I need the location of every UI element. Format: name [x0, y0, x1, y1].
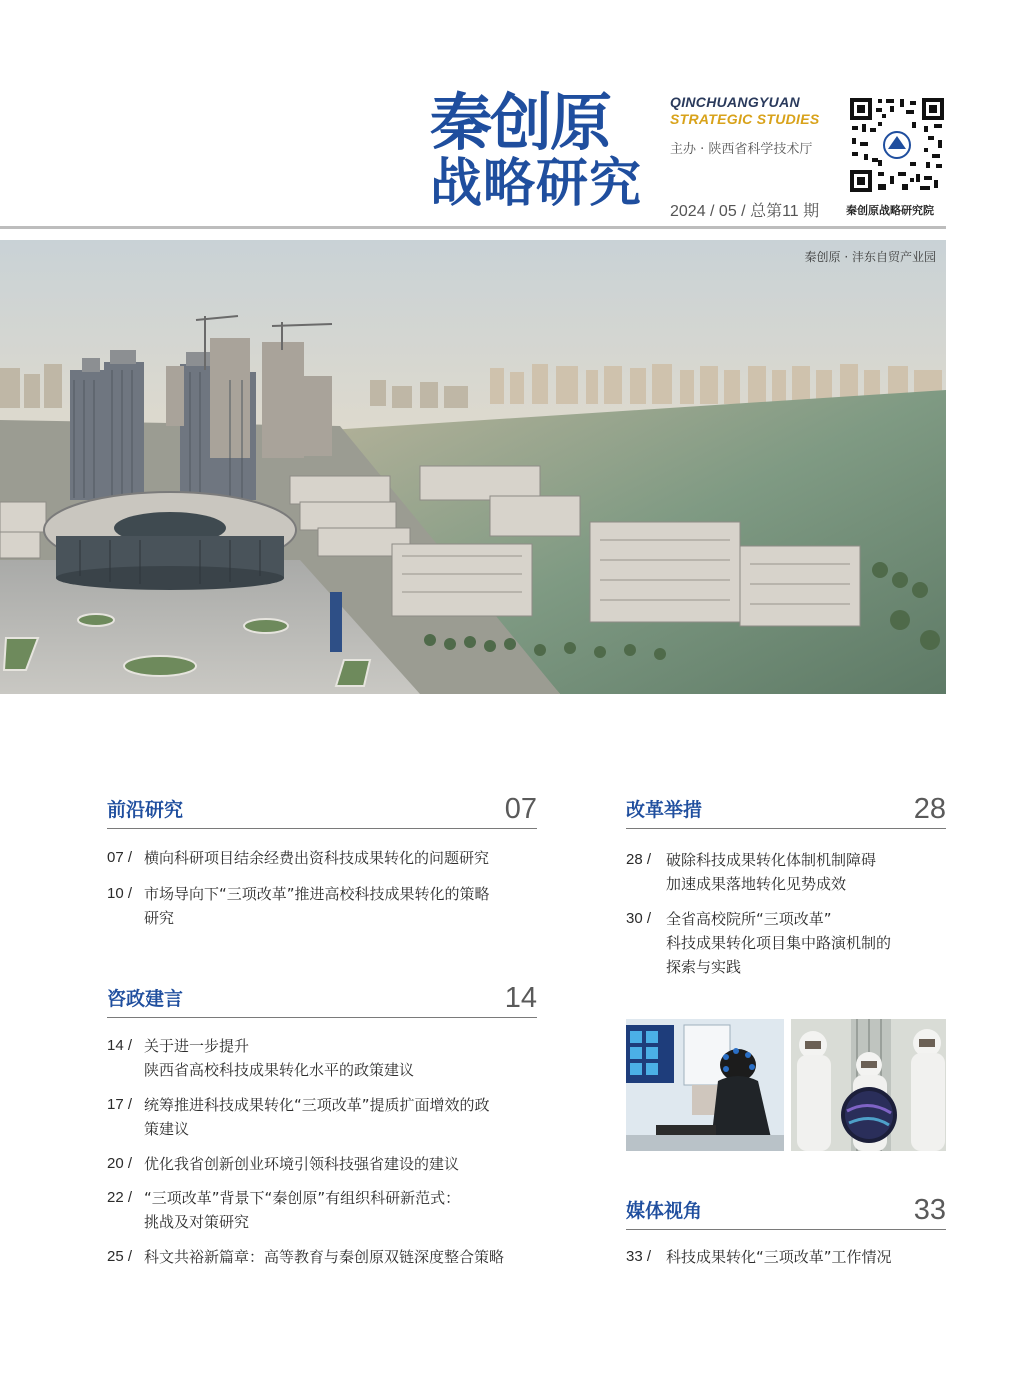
lab-photo-bci	[626, 1019, 784, 1151]
toc-entry[interactable]	[626, 907, 946, 979]
issue-number: 2024 / 05 / 总第11 期	[670, 203, 820, 220]
toc-entry[interactable]	[107, 1186, 537, 1234]
lab-photo-cleanroom	[791, 1019, 946, 1151]
toc-entry[interactable]	[626, 1245, 946, 1269]
entry-title: 关于进一步提升	[144, 1037, 250, 1055]
toc-entry[interactable]	[626, 848, 946, 896]
entry-title: 优化我省创新创业环境引领科技强省建设的建议	[144, 1155, 460, 1173]
toc-entry[interactable]	[107, 1152, 537, 1176]
section-header-media	[626, 1194, 946, 1230]
toc-entry[interactable]	[107, 1093, 537, 1141]
section-page-number: 07	[504, 793, 537, 825]
entry-page: 10 /	[107, 885, 133, 902]
qr-caption: 秦创原战略研究院	[846, 204, 934, 217]
aerial-campus-illustration	[0, 240, 946, 694]
entry-page: 22 /	[107, 1189, 133, 1206]
entry-title-continued: 挑战及对策研究	[144, 1213, 250, 1231]
magazine-title	[430, 86, 643, 214]
entry-page: 07 /	[107, 849, 133, 866]
entry-title: 破除科技成果转化体制机制障碍	[666, 851, 877, 869]
entry-page: 14 /	[107, 1037, 133, 1054]
entry-page: 33 /	[626, 1248, 652, 1265]
entry-title: 统筹推进科技成果转化“三项改革”提质扩面增效的政	[144, 1096, 490, 1114]
entry-title-continued: 加速成果落地转化见势成效	[666, 875, 847, 893]
toc-entry[interactable]	[107, 1245, 537, 1269]
english-title-line-2: STRATEGIC STUDIES	[670, 111, 820, 127]
section-header-frontier	[107, 793, 537, 829]
title-line-1: 秦创原	[430, 86, 611, 159]
entry-title: 市场导向下“三项改革”推进高校科技成果转化的策略	[144, 885, 490, 903]
section-title: 咨政建言	[107, 988, 184, 1010]
section-page-number: 14	[504, 982, 537, 1014]
entry-title: 科技成果转化“三项改革”工作情况	[666, 1248, 892, 1266]
qr-code-icon[interactable]	[848, 96, 946, 194]
entry-title: 横向科研项目结余经费出资科技成果转化的问题研究	[144, 849, 490, 867]
cover-photo	[0, 240, 946, 694]
title-line-2: 战略研究	[430, 154, 643, 214]
toc-entry[interactable]	[107, 1034, 537, 1082]
section-title: 改革举措	[626, 799, 703, 821]
toc-entry[interactable]	[107, 846, 537, 870]
entry-title: 全省高校院所“三项改革”	[666, 910, 832, 928]
entry-title-continued: 科技成果转化项目集中路演机制的	[666, 934, 892, 952]
entry-title: “三项改革”背景下“秦创原”有组织科研新范式：	[144, 1189, 461, 1207]
entry-title-continued: 探索与实践	[666, 958, 742, 976]
section-header-reform	[626, 793, 946, 829]
entry-title-continued: 陕西省高校科技成果转化水平的政策建议	[144, 1061, 415, 1079]
entry-page: 25 /	[107, 1248, 133, 1265]
section-page-number: 28	[913, 793, 946, 825]
sponsor-text: 主办 · 陕西省科学技术厅	[670, 142, 813, 157]
entry-title-continued: 研究	[144, 909, 175, 927]
section-title: 前沿研究	[107, 799, 184, 821]
entry-page: 17 /	[107, 1096, 133, 1113]
section-title: 媒体视角	[626, 1200, 703, 1222]
toc-entry[interactable]	[107, 882, 537, 930]
photo-caption: 秦创原 · 沣东自贸产业园	[804, 250, 936, 264]
section-header-advice	[107, 982, 537, 1018]
english-title-line-1: QINCHUANGYUAN	[670, 94, 800, 110]
entry-title-continued: 策建议	[144, 1120, 190, 1138]
entry-page: 30 /	[626, 910, 652, 927]
entry-page: 20 /	[107, 1155, 133, 1172]
masthead-divider	[0, 226, 946, 229]
entry-page: 28 /	[626, 851, 652, 868]
entry-title: 科文共裕新篇章：高等教育与秦创原双链深度整合策略	[144, 1248, 505, 1266]
section-page-number: 33	[913, 1194, 946, 1226]
